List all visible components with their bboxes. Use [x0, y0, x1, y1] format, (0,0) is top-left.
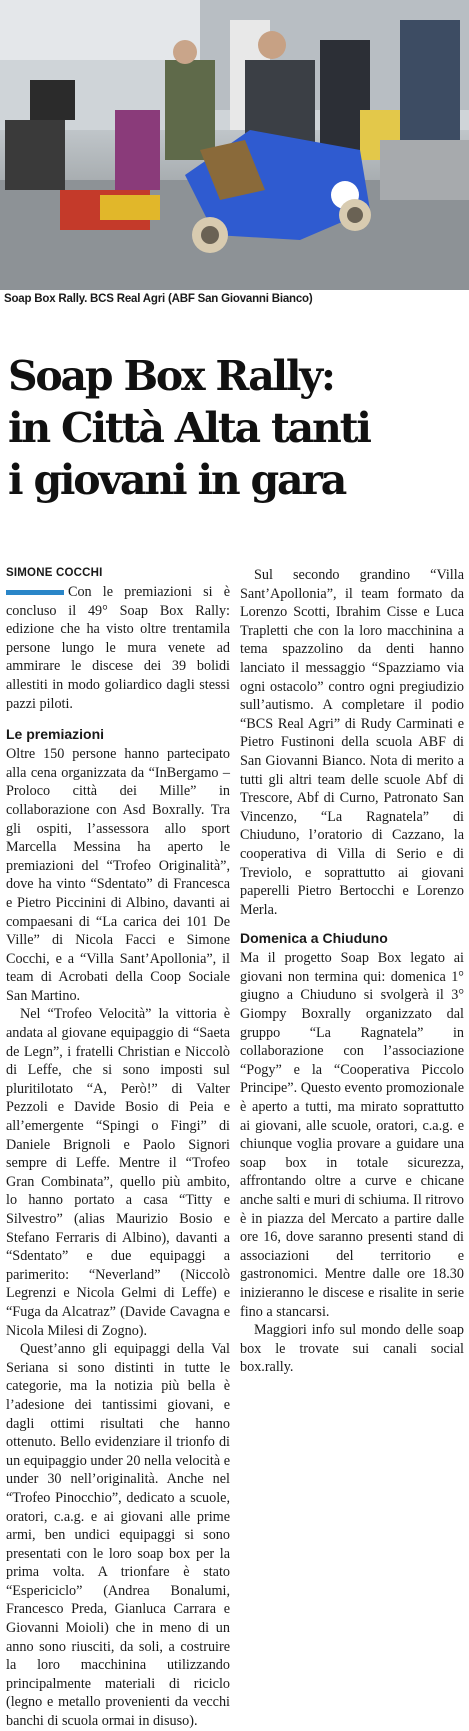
photo-illustration	[0, 0, 469, 290]
intro-text: Con le premiazioni si è concluso il 49° Soap Box Rally: edizione che ha visto oltre trentamila persone lungo le mura venete ad ammirare le discese dei 39 bolidi allestiti in modo goliardico dagli stessi pazzi piloti.	[6, 584, 230, 712]
article-column-right	[240, 566, 464, 1377]
headline-line-1: Soap Box Rally:	[8, 352, 334, 400]
headline-line-3: i giovani in gara	[8, 456, 346, 504]
paragraph-4: Sul secondo grandino “Villa Sant’Apollonia”, il team formato da Lorenzo Scotti, Ibrahim Cisse e Luca Trapletti che con la loro macchinina a tema spazzolino da denti hanno lanciato il messaggio “Spazziamo via ogni ostacolo” contro ogni pregiudizio sull’autismo. A completare il podio “BCS Real Agri” di Rudy Carminati e Pietro Fustinoni della scuola ABF di San Giovanni Bianco. Nota di merito a tutti gli altri team delle scuole Abf di Trescore, Abf di Curno, Patronato San Vincenzo, “La Ragnatela” di Chiuduno, l’oratorio di Cazzano, la cooperativa di Villa di Serio e di Treviolo, e soprattutto ai giovani paperelli Pietro Bertocchi e Lorenzo Merla.	[240, 567, 464, 918]
section-heading-chiuduno: Domenica a Chiuduno	[240, 930, 388, 947]
author-byline: SIMONE COCCHI	[6, 567, 103, 579]
accent-bar	[6, 590, 64, 595]
headline-line-2: in Città Alta tanti	[8, 404, 370, 452]
paragraph-6: Maggiori info sul mondo delle soap box le trovate sui canali social box.rally.	[240, 1322, 464, 1376]
paragraph-5: Ma il progetto Soap Box legato ai giovani non termina qui: domenica 1° giugno a Chiuduno si svolgerà il 3° Giompy Boxrally organizzato dal gruppo “La Ragnatela” in collaborazione con l’associazione “Pogy” e la “Cooperativa Piccolo Principe”. Questo evento promozionale è aperto a tutti, ma mirato soprattutto ai giovani, alle scuole, oratori, c.a.g. e chiunque voglia provare a guidare una soap box in totale sicurezza, affrontando oltre a curve e chicane anche salti e muri di schiuma. Il ritrovo è in piazza del Mercato a partire dalle ore 16, dove saranno presenti stand di associazioni del territorio e gastronomici. Mentre dalle ore 18.30 inizieranno le discese e risalite in serie fino a stancarsi.	[240, 950, 464, 1320]
paragraph-3: Quest’anno gli equipaggi della Val Seriana si sono distinti in tutte le categorie, ma la notizia più bella è l’adesione dei tantissimi giovani, e dagli ottimi risultati che hanno ottenuto. Bello evidenziare il trionfo di un equipaggio under 20 nella velocità e under 30 nell’originalità. Anche nel “Trofeo Pinocchio”, dedicato a scuole, oratori, c.a.g. e ai giovani alle prime armi, ben undici equipaggi si sono presentati con le loro soap box per la prima volta. A trionfare è stato “Espericiclo” (Andrea Bonalumi, Francesco Preda, Gianluca Carrara e Giovanni Moioli) che in meno di un anno sono riusciti, da soli, a costruire la loro macchinina utilizzando principalmente materiali di riciclo (legno e metallo provenienti da vecchi banchi di scuola ormai in disuso).	[6, 1341, 230, 1730]
paragraph-2: Nel “Trofeo Velocità” la vittoria è andata al giovane equipaggio di “Saeta de Legn”, i fratelli Christian e Niccolò di Leffe, che si sono imposti sul pluritilotato “A, Però!” di Valter Pezzoli e Davide Bosio di Peia e all’emergente “Spingi o Fingi” di Daniele Brignoli e Paolo Signori sempre di Leffe. Mentre il “Trofeo Gran Combinata”, quello più ambito, lo hanno portato a casa “Titty e Silvestro” (alias Maurizio Bosio e Stefano Ferraris di Albino), davanti a “Sdentato” e due equipaggi a parimerito: “Neverland” (Niccolò Legrenzi e Nicola Gelmi di Leffe) e “Fuga da Alcatraz” (Davide Cavagna e Nicola Milesi di Zogno).	[6, 1006, 230, 1339]
intro-paragraph	[6, 583, 230, 713]
photo-caption: Soap Box Rally. BCS Real Agri (ABF San Giovanni Bianco)	[4, 293, 313, 305]
article-column-left	[6, 566, 230, 1731]
paragraph-1: Oltre 150 persone hanno partecipato alla cena organizzata da “InBergamo – Proloco città dei Mille” in collaborazione con Asd Boxrally. Tra gli ospiti, l’assessora allo sport Marcella Messina ha aperto le premiazioni del “Trofeo Originalità”, dove ha vinto “Sdentato” di Francesca e Pietro Piccinini di Albino, davanti ai compaesani di “La carica dei 101 De Ville” di Nicola Facci e Simone Cocchi, e a “Villa Sant’Apollonia”, il team di Acrobati della Coop Sociale San Martino.	[6, 746, 230, 1004]
section-heading-premiazioni: Le premiazioni	[6, 726, 105, 743]
article-photo	[0, 0, 469, 290]
article-headline	[8, 350, 463, 506]
